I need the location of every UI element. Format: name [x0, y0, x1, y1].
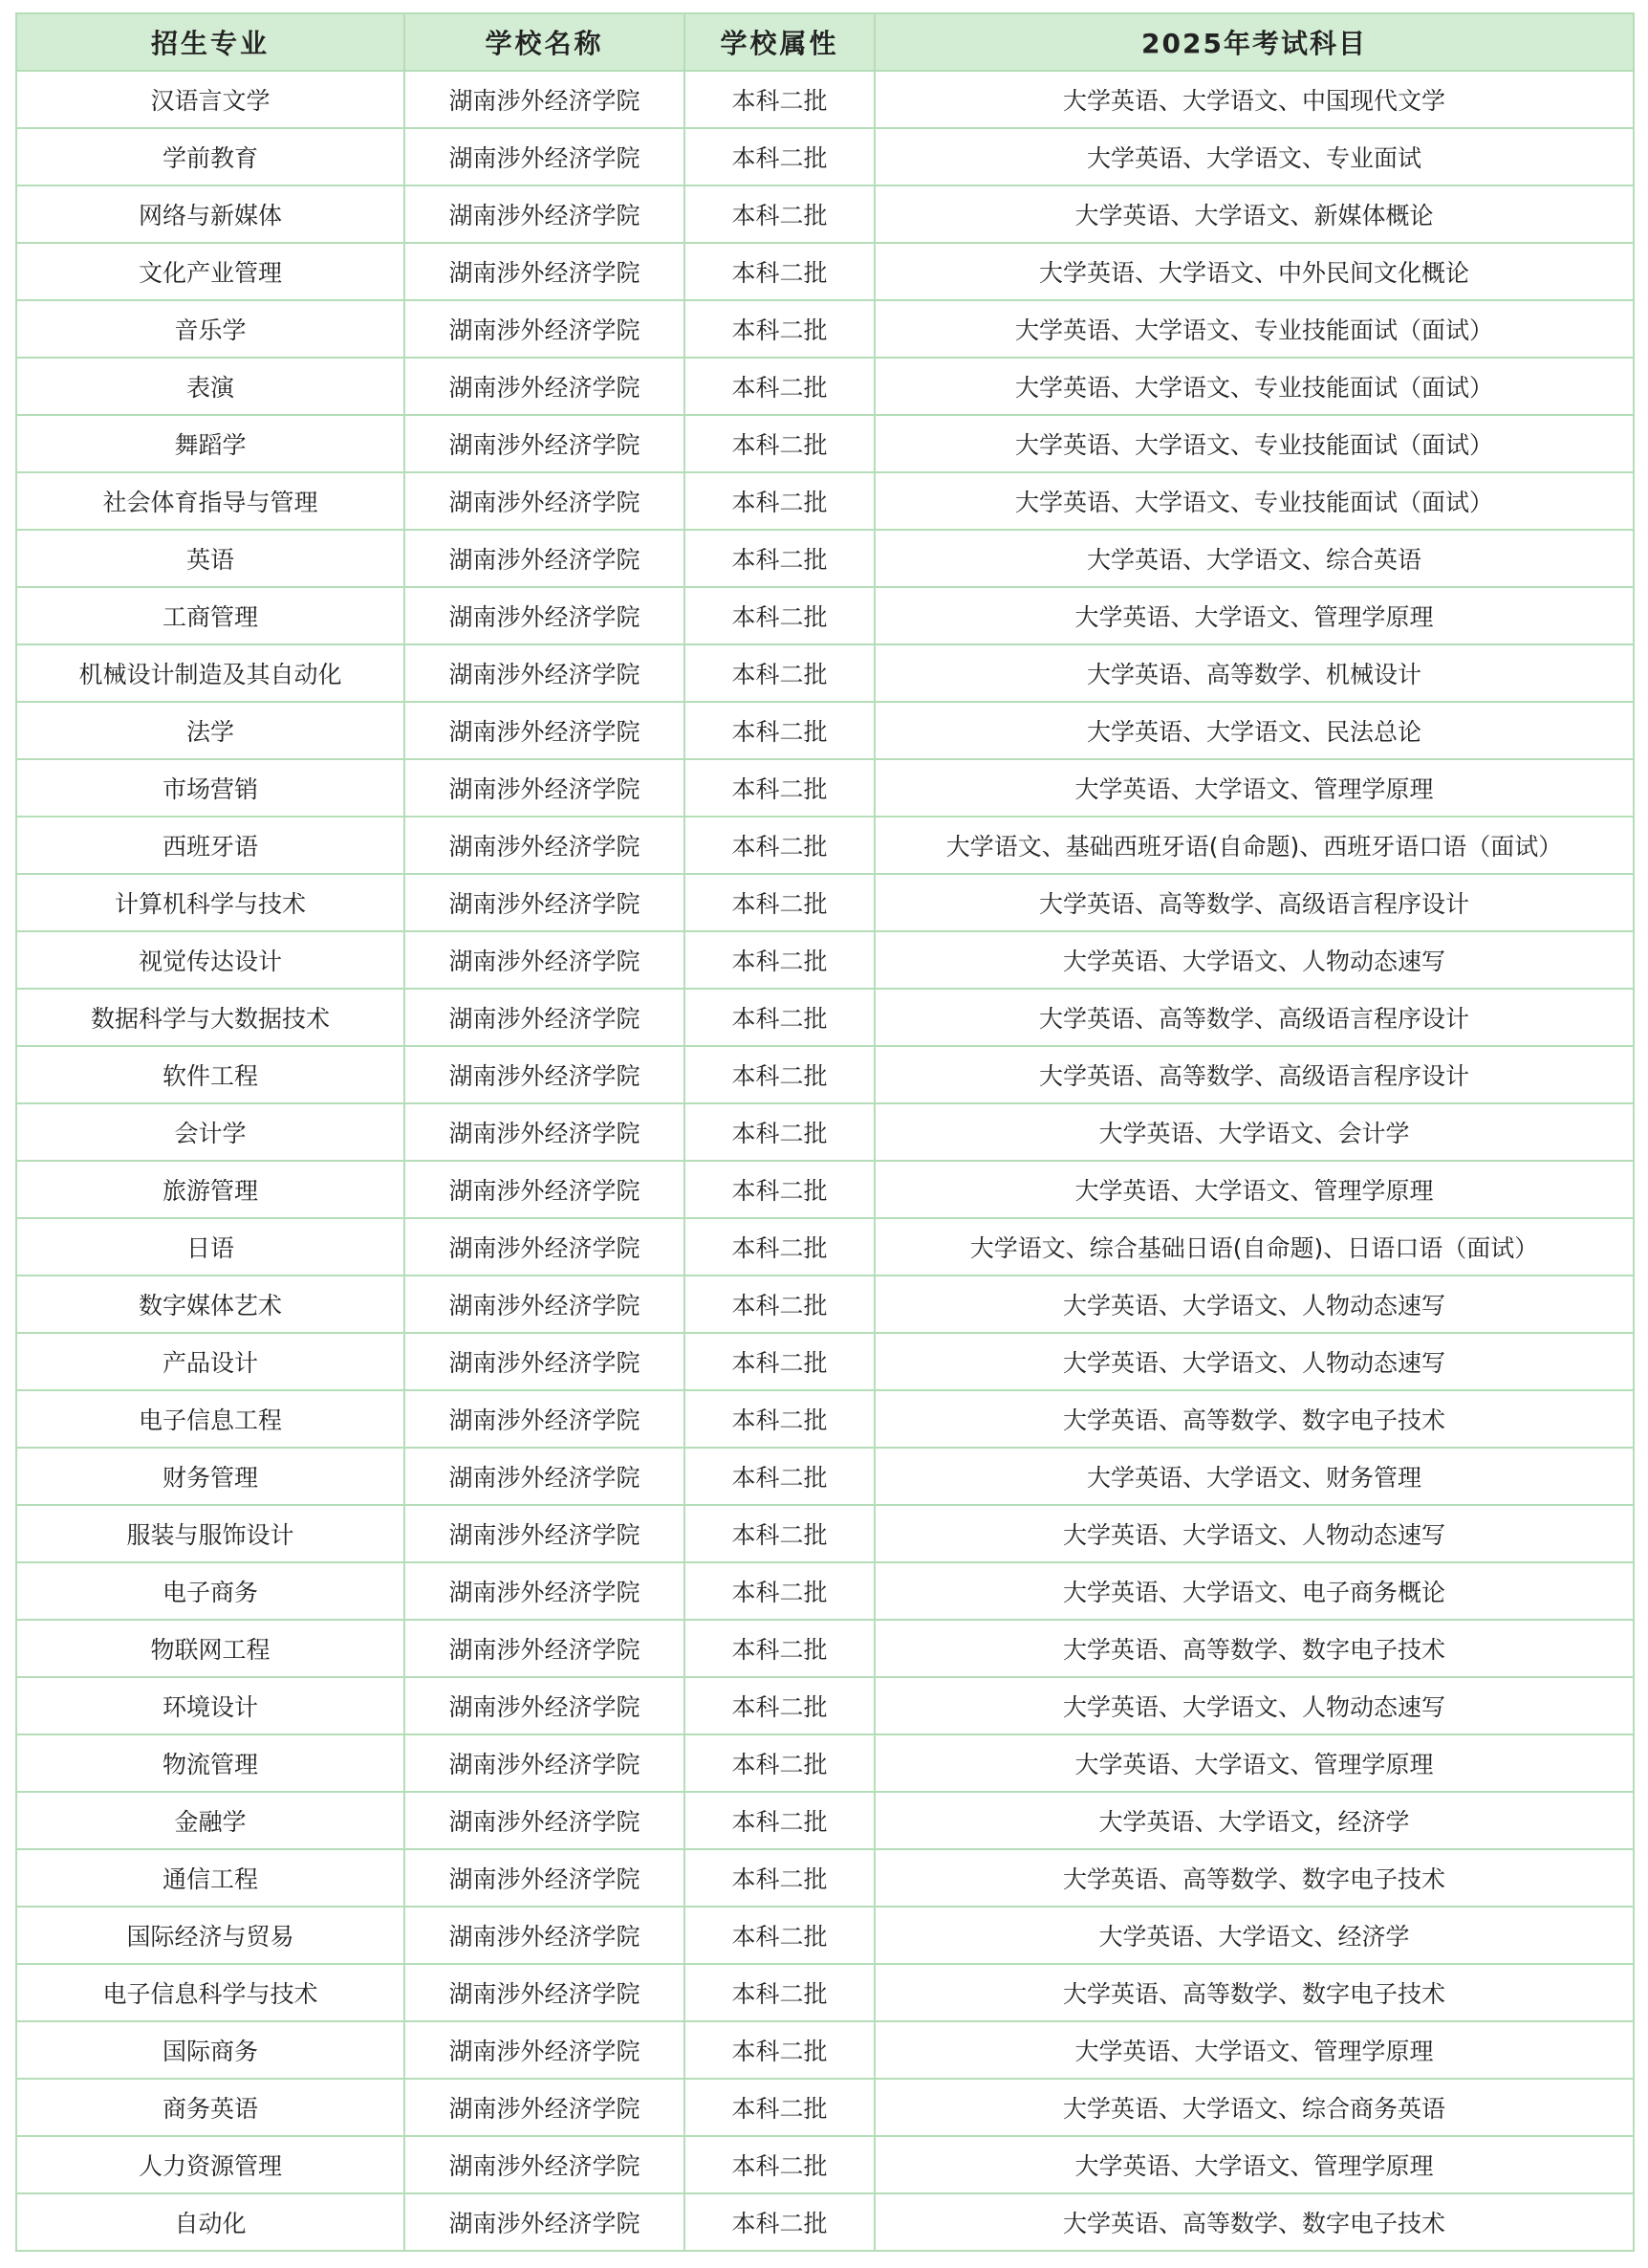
table-row [16, 1964, 1634, 2021]
table-row [16, 1103, 1634, 1161]
table-row [16, 1907, 1634, 1964]
cell-school-type: 本科二批 [684, 644, 875, 702]
cell-school-type: 本科二批 [684, 472, 875, 530]
table-row [16, 1505, 1634, 1562]
cell-exam-subjects: 大学英语、大学语文、中国现代文学 [875, 71, 1634, 128]
cell-major: 数据科学与大数据技术 [16, 989, 404, 1046]
cell-school-type: 本科二批 [684, 1849, 875, 1907]
cell-exam-subjects: 大学英语、高等数学、机械设计 [875, 644, 1634, 702]
cell-major: 机械设计制造及其自动化 [16, 644, 404, 702]
cell-exam-subjects: 大学语文、基础西班牙语(自命题)、西班牙语口语（面试） [875, 817, 1634, 874]
cell-school-name: 湖南涉外经济学院 [404, 1907, 684, 1964]
cell-school-name: 湖南涉外经济学院 [404, 1276, 684, 1333]
cell-major: 金融学 [16, 1792, 404, 1849]
cell-school-type: 本科二批 [684, 931, 875, 989]
cell-major: 会计学 [16, 1103, 404, 1161]
table-row [16, 1218, 1634, 1276]
cell-school-name: 湖南涉外经济学院 [404, 1390, 684, 1448]
cell-school-name: 湖南涉外经济学院 [404, 1333, 684, 1390]
admissions-table-container [15, 12, 1633, 2252]
cell-exam-subjects: 大学英语、大学语文、财务管理 [875, 1448, 1634, 1505]
cell-major: 学前教育 [16, 128, 404, 185]
table-row [16, 300, 1634, 358]
cell-major: 视觉传达设计 [16, 931, 404, 989]
cell-major: 计算机科学与技术 [16, 874, 404, 931]
cell-school-name: 湖南涉外经济学院 [404, 415, 684, 472]
cell-school-name: 湖南涉外经济学院 [404, 1964, 684, 2021]
cell-school-name: 湖南涉外经济学院 [404, 1218, 684, 1276]
cell-school-type: 本科二批 [684, 1505, 875, 1562]
cell-school-name: 湖南涉外经济学院 [404, 702, 684, 759]
cell-school-type: 本科二批 [684, 759, 875, 817]
table-row [16, 128, 1634, 185]
cell-school-type: 本科二批 [684, 1562, 875, 1620]
cell-exam-subjects: 大学英语、大学语文、人物动态速写 [875, 1276, 1634, 1333]
cell-major: 工商管理 [16, 587, 404, 644]
cell-school-type: 本科二批 [684, 1276, 875, 1333]
header-school-type: 学校属性 [684, 13, 875, 71]
cell-major: 物联网工程 [16, 1620, 404, 1677]
table-row [16, 989, 1634, 1046]
cell-exam-subjects: 大学英语、高等数学、数字电子技术 [875, 1620, 1634, 1677]
cell-exam-subjects: 大学英语、大学语文、人物动态速写 [875, 931, 1634, 989]
cell-school-type: 本科二批 [684, 1907, 875, 1964]
cell-school-name: 湖南涉外经济学院 [404, 817, 684, 874]
cell-exam-subjects: 大学英语、大学语文、专业技能面试（面试） [875, 358, 1634, 415]
cell-exam-subjects: 大学英语、大学语文、人物动态速写 [875, 1505, 1634, 1562]
cell-school-type: 本科二批 [684, 587, 875, 644]
cell-major: 旅游管理 [16, 1161, 404, 1218]
cell-school-type: 本科二批 [684, 702, 875, 759]
cell-school-name: 湖南涉外经济学院 [404, 644, 684, 702]
cell-exam-subjects: 大学英语、大学语文、管理学原理 [875, 759, 1634, 817]
cell-school-name: 湖南涉外经济学院 [404, 1103, 684, 1161]
table-row [16, 243, 1634, 300]
cell-school-type: 本科二批 [684, 2021, 875, 2079]
table-row [16, 587, 1634, 644]
cell-major: 汉语言文学 [16, 71, 404, 128]
cell-school-type: 本科二批 [684, 243, 875, 300]
cell-school-type: 本科二批 [684, 300, 875, 358]
table-row [16, 644, 1634, 702]
table-row [16, 1333, 1634, 1390]
cell-major: 电子信息工程 [16, 1390, 404, 1448]
cell-exam-subjects: 大学英语、大学语文、管理学原理 [875, 2021, 1634, 2079]
cell-major: 市场营销 [16, 759, 404, 817]
cell-major: 商务英语 [16, 2079, 404, 2136]
cell-school-type: 本科二批 [684, 1218, 875, 1276]
table-row [16, 817, 1634, 874]
cell-school-name: 湖南涉外经济学院 [404, 931, 684, 989]
cell-exam-subjects: 大学英语、大学语文，经济学 [875, 1792, 1634, 1849]
cell-school-type: 本科二批 [684, 185, 875, 243]
cell-exam-subjects: 大学英语、高等数学、数字电子技术 [875, 1849, 1634, 1907]
table-row [16, 71, 1634, 128]
cell-school-name: 湖南涉外经济学院 [404, 2079, 684, 2136]
cell-school-type: 本科二批 [684, 1964, 875, 2021]
cell-school-name: 湖南涉外经济学院 [404, 71, 684, 128]
header-major: 招生专业 [16, 13, 404, 71]
table-row [16, 2193, 1634, 2251]
cell-school-name: 湖南涉外经济学院 [404, 472, 684, 530]
cell-school-name: 湖南涉外经济学院 [404, 1448, 684, 1505]
table-row [16, 2079, 1634, 2136]
cell-major: 西班牙语 [16, 817, 404, 874]
table-row [16, 358, 1634, 415]
cell-exam-subjects: 大学英语、大学语文、管理学原理 [875, 1161, 1634, 1218]
table-row [16, 1276, 1634, 1333]
cell-school-name: 湖南涉外经济学院 [404, 530, 684, 587]
cell-school-type: 本科二批 [684, 1333, 875, 1390]
table-row [16, 931, 1634, 989]
cell-exam-subjects: 大学英语、高等数学、数字电子技术 [875, 1390, 1634, 1448]
cell-major: 法学 [16, 702, 404, 759]
cell-major: 物流管理 [16, 1734, 404, 1792]
table-header-row [16, 13, 1634, 71]
cell-school-name: 湖南涉外经济学院 [404, 358, 684, 415]
table-row [16, 185, 1634, 243]
cell-major: 人力资源管理 [16, 2136, 404, 2193]
table-row [16, 1562, 1634, 1620]
table-row [16, 1448, 1634, 1505]
table-body [16, 71, 1634, 2251]
cell-school-name: 湖南涉外经济学院 [404, 185, 684, 243]
cell-school-type: 本科二批 [684, 358, 875, 415]
cell-major: 网络与新媒体 [16, 185, 404, 243]
cell-exam-subjects: 大学英语、高等数学、高级语言程序设计 [875, 874, 1634, 931]
cell-school-name: 湖南涉外经济学院 [404, 243, 684, 300]
table-row [16, 759, 1634, 817]
cell-school-type: 本科二批 [684, 1161, 875, 1218]
cell-school-name: 湖南涉外经济学院 [404, 2021, 684, 2079]
cell-major: 音乐学 [16, 300, 404, 358]
cell-school-type: 本科二批 [684, 874, 875, 931]
header-exam-subjects: 2025年考试科目 [875, 13, 1634, 71]
cell-major: 环境设计 [16, 1677, 404, 1734]
cell-school-name: 湖南涉外经济学院 [404, 128, 684, 185]
cell-school-name: 湖南涉外经济学院 [404, 1677, 684, 1734]
cell-school-type: 本科二批 [684, 1620, 875, 1677]
cell-major: 社会体育指导与管理 [16, 472, 404, 530]
cell-major: 国际商务 [16, 2021, 404, 2079]
cell-school-type: 本科二批 [684, 415, 875, 472]
cell-school-name: 湖南涉外经济学院 [404, 1849, 684, 1907]
cell-exam-subjects: 大学英语、大学语文、管理学原理 [875, 1734, 1634, 1792]
cell-school-name: 湖南涉外经济学院 [404, 300, 684, 358]
table-row [16, 1620, 1634, 1677]
cell-school-name: 湖南涉外经济学院 [404, 874, 684, 931]
table-row [16, 1677, 1634, 1734]
cell-exam-subjects: 大学英语、大学语文、会计学 [875, 1103, 1634, 1161]
cell-school-type: 本科二批 [684, 2136, 875, 2193]
cell-school-type: 本科二批 [684, 530, 875, 587]
cell-school-name: 湖南涉外经济学院 [404, 1161, 684, 1218]
table-row [16, 1161, 1634, 1218]
table-row [16, 2136, 1634, 2193]
cell-exam-subjects: 大学英语、大学语文、综合英语 [875, 530, 1634, 587]
cell-major: 日语 [16, 1218, 404, 1276]
cell-major: 服装与服饰设计 [16, 1505, 404, 1562]
cell-exam-subjects: 大学英语、高等数学、高级语言程序设计 [875, 989, 1634, 1046]
header-school-name: 学校名称 [404, 13, 684, 71]
cell-exam-subjects: 大学英语、大学语文、电子商务概论 [875, 1562, 1634, 1620]
table-row [16, 1046, 1634, 1103]
table-row [16, 415, 1634, 472]
cell-exam-subjects: 大学英语、大学语文、经济学 [875, 1907, 1634, 1964]
cell-school-name: 湖南涉外经济学院 [404, 1620, 684, 1677]
cell-exam-subjects: 大学英语、大学语文、民法总论 [875, 702, 1634, 759]
cell-exam-subjects: 大学英语、大学语文、管理学原理 [875, 2136, 1634, 2193]
cell-school-type: 本科二批 [684, 1734, 875, 1792]
cell-major: 舞蹈学 [16, 415, 404, 472]
admissions-table [15, 12, 1635, 2252]
cell-exam-subjects: 大学英语、大学语文、人物动态速写 [875, 1677, 1634, 1734]
table-row [16, 472, 1634, 530]
cell-school-type: 本科二批 [684, 817, 875, 874]
cell-major: 软件工程 [16, 1046, 404, 1103]
cell-school-name: 湖南涉外经济学院 [404, 1046, 684, 1103]
cell-school-type: 本科二批 [684, 2193, 875, 2251]
cell-school-type: 本科二批 [684, 1103, 875, 1161]
cell-school-type: 本科二批 [684, 989, 875, 1046]
cell-school-name: 湖南涉外经济学院 [404, 2136, 684, 2193]
cell-school-type: 本科二批 [684, 1677, 875, 1734]
cell-major: 国际经济与贸易 [16, 1907, 404, 1964]
cell-exam-subjects: 大学英语、大学语文、新媒体概论 [875, 185, 1634, 243]
cell-exam-subjects: 大学英语、大学语文、专业技能面试（面试） [875, 300, 1634, 358]
cell-school-name: 湖南涉外经济学院 [404, 1734, 684, 1792]
cell-exam-subjects: 大学英语、大学语文、专业面试 [875, 128, 1634, 185]
cell-school-type: 本科二批 [684, 2079, 875, 2136]
cell-exam-subjects: 大学英语、大学语文、综合商务英语 [875, 2079, 1634, 2136]
table-row [16, 1792, 1634, 1849]
table-row [16, 1390, 1634, 1448]
cell-major: 电子信息科学与技术 [16, 1964, 404, 2021]
cell-school-name: 湖南涉外经济学院 [404, 1562, 684, 1620]
cell-major: 产品设计 [16, 1333, 404, 1390]
cell-major: 数字媒体艺术 [16, 1276, 404, 1333]
cell-school-name: 湖南涉外经济学院 [404, 587, 684, 644]
cell-school-name: 湖南涉外经济学院 [404, 1792, 684, 1849]
cell-major: 英语 [16, 530, 404, 587]
cell-exam-subjects: 大学英语、大学语文、人物动态速写 [875, 1333, 1634, 1390]
cell-exam-subjects: 大学英语、大学语文、管理学原理 [875, 587, 1634, 644]
cell-school-type: 本科二批 [684, 1448, 875, 1505]
cell-school-name: 湖南涉外经济学院 [404, 1505, 684, 1562]
cell-school-type: 本科二批 [684, 1792, 875, 1849]
cell-major: 表演 [16, 358, 404, 415]
cell-exam-subjects: 大学英语、大学语文、专业技能面试（面试） [875, 415, 1634, 472]
cell-major: 电子商务 [16, 1562, 404, 1620]
cell-major: 财务管理 [16, 1448, 404, 1505]
cell-exam-subjects: 大学英语、大学语文、中外民间文化概论 [875, 243, 1634, 300]
table-row [16, 2021, 1634, 2079]
cell-exam-subjects: 大学英语、高等数学、高级语言程序设计 [875, 1046, 1634, 1103]
cell-school-name: 湖南涉外经济学院 [404, 989, 684, 1046]
cell-school-name: 湖南涉外经济学院 [404, 759, 684, 817]
cell-school-name: 湖南涉外经济学院 [404, 2193, 684, 2251]
cell-exam-subjects: 大学英语、大学语文、专业技能面试（面试） [875, 472, 1634, 530]
cell-major: 通信工程 [16, 1849, 404, 1907]
cell-exam-subjects: 大学语文、综合基础日语(自命题)、日语口语（面试） [875, 1218, 1634, 1276]
cell-exam-subjects: 大学英语、高等数学、数字电子技术 [875, 1964, 1634, 2021]
table-row [16, 1849, 1634, 1907]
cell-major: 文化产业管理 [16, 243, 404, 300]
cell-school-type: 本科二批 [684, 1390, 875, 1448]
table-row [16, 530, 1634, 587]
cell-school-type: 本科二批 [684, 128, 875, 185]
cell-school-type: 本科二批 [684, 71, 875, 128]
table-row [16, 874, 1634, 931]
cell-major: 自动化 [16, 2193, 404, 2251]
cell-school-type: 本科二批 [684, 1046, 875, 1103]
table-row [16, 702, 1634, 759]
table-row [16, 1734, 1634, 1792]
cell-exam-subjects: 大学英语、高等数学、数字电子技术 [875, 2193, 1634, 2251]
